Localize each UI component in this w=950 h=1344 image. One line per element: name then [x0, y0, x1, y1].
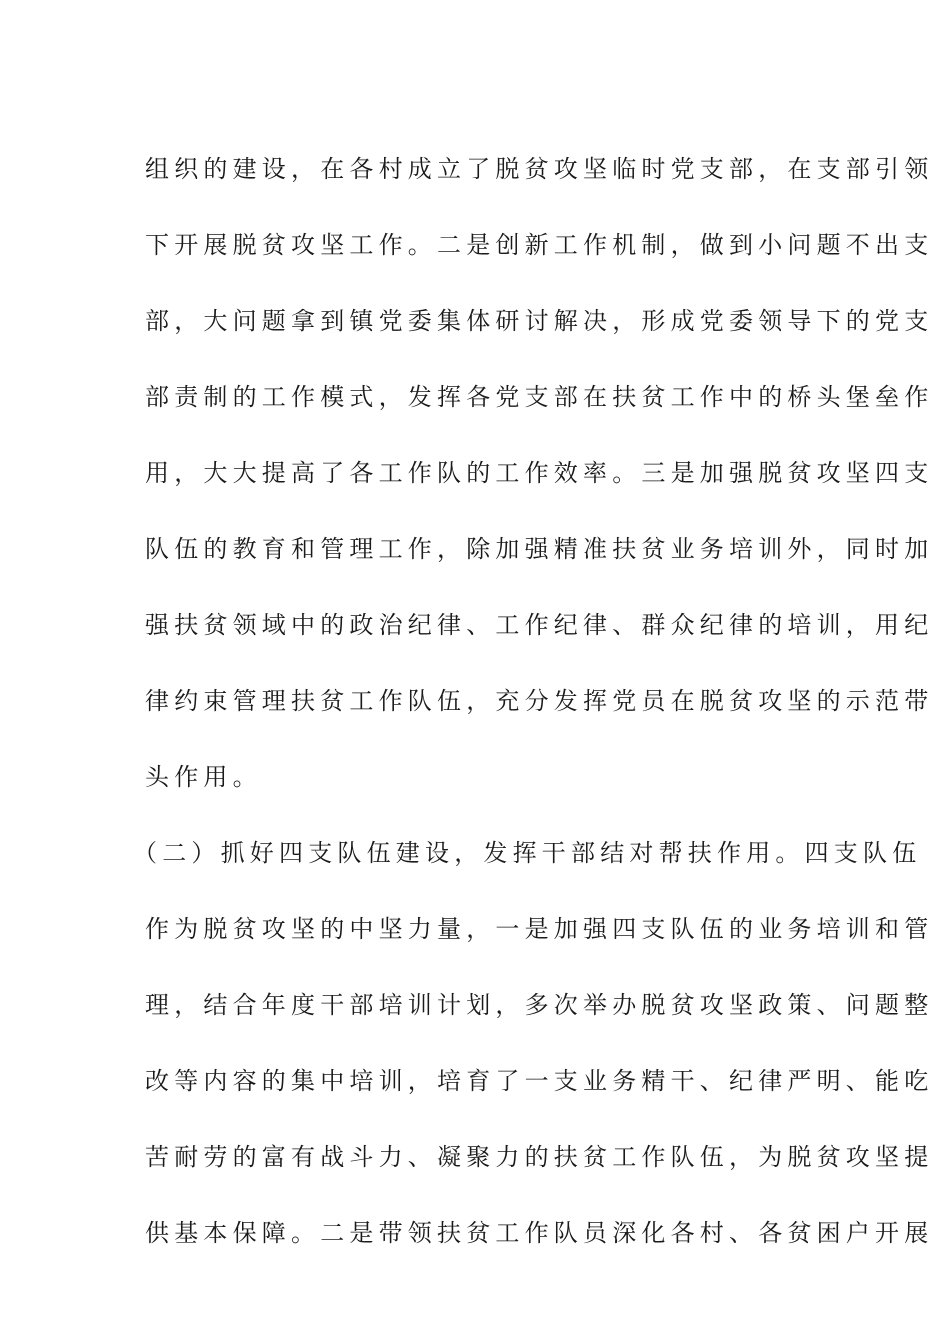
text-line-3: 部，大问题拿到镇党委集体研讨解决，形成党委领导下的党支 — [145, 306, 934, 335]
text-line-8: 律约束管理扶贫工作队伍，充分发挥党员在脱贫攻坚的示范带 — [145, 686, 934, 715]
text-line-14: 苦耐劳的富有战斗力、凝聚力的扶贫工作队伍，为脱贫攻坚提 — [145, 1142, 934, 1171]
section-heading-line: （二）抓好四支队伍建设，发挥干部结对帮扶作用。四支队伍 — [133, 838, 922, 867]
text-line-6: 队伍的教育和管理工作，除加强精准扶贫业务培训外，同时加 — [145, 534, 934, 563]
text-line-5: 用，大大提高了各工作队的工作效率。三是加强脱贫攻坚四支 — [145, 458, 934, 487]
body-text — [133, 128, 934, 1268]
text-line-9: 头作用。 — [145, 762, 262, 791]
text-line-7: 强扶贫领域中的政治纪律、工作纪律、群众纪律的培训，用纪 — [145, 610, 934, 639]
text-line-12: 理，结合年度干部培训计划，多次举办脱贫攻坚政策、问题整 — [145, 990, 934, 1019]
text-line-15: 供基本保障。二是带领扶贫工作队员深化各村、各贫困户开展 — [145, 1218, 934, 1247]
text-line-2: 下开展脱贫攻坚工作。二是创新工作机制，做到小问题不出支 — [145, 230, 934, 259]
text-line-1: 组织的建设，在各村成立了脱贫攻坚临时党支部，在支部引领 — [145, 154, 934, 183]
text-line-4: 部责制的工作模式，发挥各党支部在扶贫工作中的桥头堡垒作 — [145, 382, 934, 411]
text-line-11: 作为脱贫攻坚的中坚力量，一是加强四支队伍的业务培训和管 — [145, 914, 934, 943]
text-line-13: 改等内容的集中培训，培育了一支业务精干、纪律严明、能吃 — [145, 1066, 934, 1095]
